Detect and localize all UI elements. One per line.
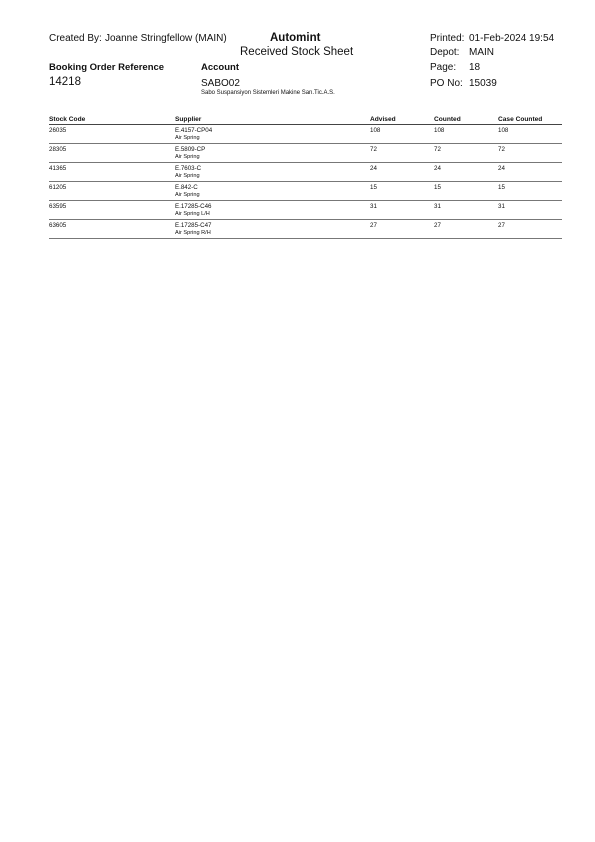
item-description: Air Spring [175,172,200,179]
supplier-cell [175,201,370,220]
stock-code-cell: 41365 [49,163,175,182]
col-advised: Advised [370,114,434,125]
item-description: Air Spring [175,191,200,198]
supplier-cell [175,125,370,144]
table-row [49,201,562,220]
table-row [49,182,562,201]
supplier-code: E.842-C [175,184,198,191]
company-name: Automint [270,32,321,44]
stock-code-cell: 26035 [49,125,175,144]
doc-title: Received Stock Sheet [240,46,354,58]
table-header-row [49,114,562,125]
case-counted-cell: 27 [498,220,562,239]
item-description: Air Spring [175,153,200,160]
po-value: 15039 [469,78,497,89]
col-stock-code: Stock Code [49,114,175,125]
advised-cell: 72 [370,144,434,163]
counted-cell: 15 [434,182,498,201]
printed-value: 01-Feb-2024 19:54 [469,33,555,44]
account-label: Account [201,62,239,73]
account-name: Sabo Suspansiyon Sistemleri Makine San.Tic.A.S. [201,90,335,96]
printed-label: Printed: [430,33,465,44]
po-label: PO No: [430,78,463,89]
item-description: Air Spring [175,134,200,141]
advised-cell: 31 [370,201,434,220]
item-description: Air Spring R/H [175,229,211,236]
case-counted-cell: 72 [498,144,562,163]
item-description: Air Spring L/H [175,210,210,217]
advised-cell: 27 [370,220,434,239]
counted-cell: 27 [434,220,498,239]
supplier-cell [175,163,370,182]
table-row [49,220,562,239]
depot-value: MAIN [469,47,494,58]
supplier-cell [175,182,370,201]
advised-cell: 24 [370,163,434,182]
table-row [49,144,562,163]
case-counted-cell: 24 [498,163,562,182]
stock-code-cell: 61205 [49,182,175,201]
stock-code-cell: 28305 [49,144,175,163]
created-by-label: Created By: [49,33,102,44]
stock-code-cell: 63605 [49,220,175,239]
supplier-code: E.7603-C [175,165,202,172]
counted-cell: 24 [434,163,498,182]
counted-cell: 72 [434,144,498,163]
table-row [49,163,562,182]
col-supplier: Supplier [175,114,370,125]
supplier-code: E.17285-C46 [175,203,212,210]
page-label: Page: [430,62,457,73]
counted-cell: 108 [434,125,498,144]
depot-label: Depot: [430,47,460,58]
col-counted: Counted [434,114,498,125]
account-code: SABO02 [201,78,240,89]
supplier-cell [175,144,370,163]
stock-code-cell: 63595 [49,201,175,220]
created-by-value: Joanne Stringfellow (MAIN) [105,33,227,44]
supplier-cell [175,220,370,239]
supplier-code: E.17285-C47 [175,222,212,229]
case-counted-cell: 108 [498,125,562,144]
case-counted-cell: 15 [498,182,562,201]
table-row [49,125,562,144]
booking-ref-label: Booking Order Reference [49,62,165,73]
supplier-code: E.4157-CP04 [175,127,213,134]
received-stock-table [49,114,562,239]
supplier-code: E.5809-CP [175,146,206,153]
advised-cell: 15 [370,182,434,201]
col-case-counted: Case Counted [498,114,562,125]
counted-cell: 31 [434,201,498,220]
advised-cell: 108 [370,125,434,144]
booking-ref-value: 14218 [49,76,81,88]
case-counted-cell: 31 [498,201,562,220]
page-value: 18 [469,62,481,73]
